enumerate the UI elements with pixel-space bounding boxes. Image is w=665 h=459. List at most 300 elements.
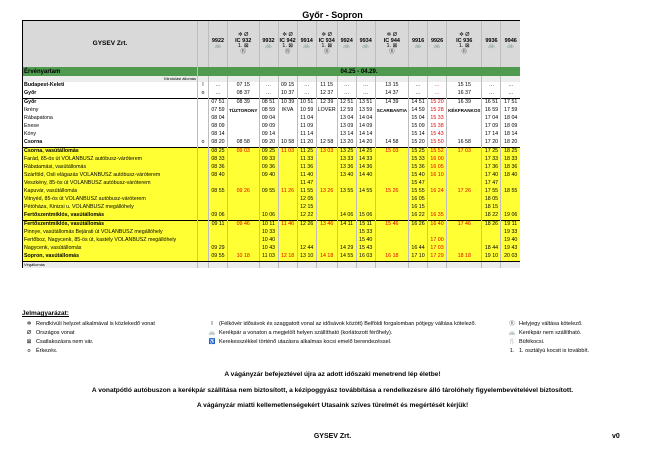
time-cell [375,123,408,131]
time-cell: … [428,90,447,99]
table-row [23,90,520,99]
footer-company: GYSEV Zrt. [313,433,352,440]
time-cell: 17 47 [482,180,501,188]
time-cell: 09 55 [259,188,278,196]
time-cell: … [501,90,520,99]
time-cell [297,237,316,245]
table-row [23,180,520,188]
departure-note: Kiindulási állomás [23,76,198,82]
notice-3: A vágányzár miatti kellemetlenségekért Utasaink szíves türelmét és megértését kérjük! [196,402,469,409]
empty-cell [228,262,260,269]
time-cell [228,164,260,172]
legend-item [22,320,202,329]
train-header: 9924 🚲 [337,21,356,68]
time-cell: 18 22 [482,212,501,221]
station-mark [198,156,209,164]
time-cell [501,204,520,212]
station-mark: l [198,82,209,90]
notice-2: A vonatpótló autóbuszon a kerékpár szállítása nem biztosított, a kézipoggyász továbbítása a rendelkezésre álló tárolóhely figyelembevételével biztosított. [91,387,574,394]
time-cell: … [259,82,278,90]
time-cell [447,180,482,188]
time-cell: 09 55 [209,253,228,262]
time-cell: 07 51 [209,99,228,108]
time-cell: 13 03 [316,148,337,157]
time-cell: … [209,90,228,99]
time-cell: 13 20 [337,139,356,148]
time-cell: 18 44 [482,245,501,253]
legend-item [505,320,655,329]
station-name: Veszkény, 85-ös út VOLÁNBUSZ autóbusz-váróterem [23,180,198,188]
time-cell: 09 20 [259,139,278,148]
train-name: TÜZTORONY [228,107,260,115]
empty-cell [356,262,375,269]
time-cell [316,156,337,164]
time-cell: 09 15 [278,82,297,90]
time-cell: 18 25 [501,148,520,157]
time-cell: 15 43 [356,245,375,253]
time-cell: 15 36 [409,164,428,172]
time-cell [447,245,482,253]
time-cell: 08 14 [209,131,228,139]
legend-middle [205,320,495,347]
time-cell: 16 39 [447,99,482,108]
time-cell [278,172,297,180]
empty-cell [501,262,520,269]
time-cell [428,180,447,188]
time-cell: … [428,82,447,90]
time-cell: 11 33 [297,156,316,164]
table-row [23,237,520,245]
time-cell: … [356,82,375,90]
time-cell [316,196,337,204]
time-cell: 13 51 [356,99,375,108]
time-cell: 17 36 [482,164,501,172]
table-row [23,123,520,131]
time-cell: 17 14 [482,131,501,139]
time-cell: 07 59 [209,107,228,115]
time-cell: 17 26 [447,188,482,196]
empty-cell [198,262,209,269]
time-cell [228,172,260,180]
time-cell [278,156,297,164]
table-row [23,156,520,164]
time-cell: 16 22 [409,212,428,221]
time-cell: 09 14 [259,131,278,139]
time-cell [447,204,482,212]
time-cell: 13 09 [337,123,356,131]
time-cell [447,131,482,139]
station-mark [198,245,209,253]
time-cell: … [482,82,501,90]
time-cell: … [356,90,375,99]
time-cell [447,172,482,180]
time-cell [375,237,408,245]
train-header: 9916 🚲 [409,21,428,68]
time-cell: 16 05 [428,164,447,172]
validity-label: Érvényartam [23,67,198,76]
time-cell: … [297,90,316,99]
time-cell: 16 18 [375,253,408,262]
legend-left [22,320,202,356]
legend-text: Kerékpár nem szállítható. [519,330,582,336]
time-cell: 18 33 [501,156,520,164]
time-cell: 16 37 [447,90,482,99]
legend-item [22,329,202,338]
time-cell: 15 28 [428,107,447,115]
station-mark [198,221,209,230]
station-mark [198,99,209,108]
time-cell: 18 14 [501,131,520,139]
legend-icon: Ⓡ [509,321,515,327]
time-cell: 09 25 [259,148,278,157]
time-cell: 12 26 [297,221,316,230]
time-cell: 10 06 [259,212,278,221]
station-name: Rábapatona [23,115,198,123]
time-cell: 14 20 [356,139,375,148]
train-header: 9936 🚲 [482,21,501,68]
station-name: Fertőszentmiklós, vasútállomás [23,212,198,221]
time-cell: 15 09 [409,123,428,131]
station-name: Pétöháza, Kinizsi u. VOLÁNBUSZ megállóhely [23,204,198,212]
time-cell: 11 36 [297,164,316,172]
time-cell [228,115,260,123]
table-row [23,245,520,253]
time-cell [356,196,375,204]
station-name: Nagycenk, vasútállomás [23,245,198,253]
time-cell: 11 15 [316,82,337,90]
time-cell [209,204,228,212]
time-cell [278,196,297,204]
table-row [23,82,520,90]
time-cell [356,180,375,188]
table-row [23,107,520,115]
time-cell: 08 33 [209,156,228,164]
train-header: 9922 🚲 [209,21,228,68]
legend-icon: 🚲 [208,330,216,336]
time-cell [447,237,482,245]
table-row [23,212,520,221]
legend-text: Országos vonat [36,330,75,336]
time-cell: 09 04 [259,115,278,123]
header-arrow-cell [198,21,209,68]
time-cell: 12 59 [337,107,356,115]
time-cell: 18 18 [447,253,482,262]
time-cell [482,237,501,245]
time-cell: 15 50 [428,139,447,148]
time-cell: 11 03 [278,148,297,157]
station-mark [198,212,209,221]
table-row [23,99,520,108]
train-header: ✲ Ø IC 942 1. ⊠ Ⓡ [278,21,297,68]
time-cell: 12 05 [297,196,316,204]
station-mark [198,131,209,139]
legend-text: 1. osztályú kocsit is továbbít. [519,348,590,354]
time-cell [337,180,356,188]
time-cell: 13 59 [356,107,375,115]
time-cell: 18 40 [501,172,520,180]
time-cell: 11 09 [297,123,316,131]
time-cell: 17 10 [409,253,428,262]
time-cell: 17 00 [428,237,447,245]
time-cell: 09 36 [259,164,278,172]
time-cell [375,156,408,164]
time-cell [501,196,520,204]
time-cell: 17 09 [482,123,501,131]
legend-text: (Félkövér idősávok és szaggatott vonal az idősávok között) Belföldi forgalomban pótjegy váltása kötelező. [219,321,477,327]
time-cell [447,156,482,164]
time-cell: 11 04 [297,115,316,123]
empty-cell [482,262,501,269]
legend-text: Kerékpár a vonaton a megjelölt helyen szállítható (korlátozott férőhely). [219,330,393,336]
time-cell: 18 20 [501,139,520,148]
time-cell [209,237,228,245]
time-cell: 09 26 [228,188,260,196]
time-cell: 09 11 [209,221,228,230]
time-cell [278,115,297,123]
time-cell: 17 29 [428,253,447,262]
time-cell: 08 20 [209,139,228,148]
station-name: Rábatamási, vasútállomás [23,164,198,172]
time-cell: 09 06 [209,212,228,221]
time-cell: 15 33 [409,156,428,164]
time-cell: 11 40 [297,172,316,180]
time-cell: 19 11 [501,221,520,230]
time-cell: 12 58 [316,139,337,148]
train-header: 9932 🚲 [259,21,278,68]
time-cell: 15 15 [447,82,482,90]
station-name: Győr [23,90,198,99]
time-cell [316,212,337,221]
time-cell [278,237,297,245]
station-name: Kóny [23,131,198,139]
legend-item [205,320,495,329]
time-cell: 14 11 [337,221,356,230]
empty-cell [428,262,447,269]
time-cell [337,237,356,245]
time-cell [259,204,278,212]
time-cell: 14 25 [356,148,375,157]
time-cell: 11 03 [259,253,278,262]
time-cell: 08 51 [259,99,278,108]
time-cell: 14 39 [375,99,408,108]
train-header: 9914 🚲 [297,21,316,68]
time-cell [259,180,278,188]
empty-cell [209,262,228,269]
time-cell: 13 46 [316,221,337,230]
time-cell: 14 55 [356,188,375,196]
time-cell: 07 15 [228,82,260,90]
time-cell: 10 43 [259,245,278,253]
table-row [23,139,520,148]
time-cell: 13 04 [337,115,356,123]
table-row [23,196,520,204]
time-cell: 09 09 [259,123,278,131]
time-cell [375,229,408,237]
time-cell: 14 55 [337,253,356,262]
time-cell: 17 59 [501,107,520,115]
time-cell: 14 51 [409,99,428,108]
station-mark [198,148,209,157]
time-cell: 15 11 [356,221,375,230]
time-cell: 10 58 [278,139,297,148]
station-name: Fertőszentmiklós, vasútállomás [23,221,198,230]
time-cell: 08 59 [259,107,278,115]
time-cell: 15 04 [409,115,428,123]
time-cell: … [409,82,428,90]
time-cell [337,229,356,237]
time-cell: … [482,90,501,99]
time-cell: 11 46 [278,221,297,230]
time-cell [278,204,297,212]
station-mark [198,229,209,237]
time-cell: … [337,90,356,99]
time-cell [356,204,375,212]
time-cell [375,115,408,123]
station-mark [198,253,209,262]
arrival-note-row [23,262,520,269]
time-cell [337,204,356,212]
validity-range: 04.25 - 04.29. [198,67,520,76]
train-header: 9934 🚲 [356,21,375,68]
time-cell: 12 22 [297,212,316,221]
time-cell: 08 37 [228,90,260,99]
time-cell: 14 06 [337,212,356,221]
time-cell: 13 14 [337,131,356,139]
table-row [23,172,520,180]
time-cell: 13 25 [337,148,356,157]
empty-cell [278,262,297,269]
station-mark [198,164,209,172]
time-cell: 18 04 [501,115,520,123]
time-cell [228,131,260,139]
time-cell [447,196,482,204]
time-cell: … [209,82,228,90]
time-cell: 15 52 [428,148,447,157]
time-cell: 16 24 [428,188,447,196]
legend-icon: l [211,321,213,327]
time-cell: 14 18 [316,253,337,262]
empty-cell [337,262,356,269]
time-cell: 15 20 [428,99,447,108]
time-cell [375,164,408,172]
time-cell: 17 03 [447,148,482,157]
time-cell [278,131,297,139]
time-cell [316,123,337,131]
time-cell: 13 15 [375,82,408,90]
table-row [23,221,520,230]
time-cell: 16 26 [409,221,428,230]
time-cell: 12 51 [337,99,356,108]
time-cell: 17 33 [482,156,501,164]
train-header: 9946 🚲 [501,21,520,68]
time-cell [228,212,260,221]
time-cell [228,123,260,131]
time-cell: 18 36 [501,164,520,172]
time-cell: 08 55 [209,188,228,196]
time-cell [209,180,228,188]
time-cell: 11 55 [297,188,316,196]
time-cell: 10 18 [228,253,260,262]
company-cell: GYSEV Zrt. [23,21,198,68]
station-name: Győr [23,99,198,108]
arrival-note: Végállomás [23,262,198,269]
station-name: Ikrény [23,107,198,115]
train-header: ✲ Ø IC 932 1. ⊠ Ⓡ [228,21,260,68]
time-cell: 15 33 [356,229,375,237]
table-row [23,164,520,172]
time-cell [278,180,297,188]
time-cell: 16 03 [356,253,375,262]
time-cell [228,237,260,245]
time-cell: 17 55 [482,188,501,196]
legend-icon: ⊠ [26,339,32,345]
time-cell [259,196,278,204]
time-cell: 15 43 [428,131,447,139]
time-cell [447,115,482,123]
time-cell: 18 26 [482,221,501,230]
table-row [23,229,520,237]
station-mark [198,188,209,196]
legend-title: Jelmagyarázat: [22,310,69,317]
time-cell [316,115,337,123]
time-cell [428,204,447,212]
station-mark [198,107,209,115]
time-cell: LÖVÉR [317,107,336,114]
time-cell: 09 46 [228,221,260,230]
time-cell: 15 20 [409,139,428,148]
time-cell: IKVA [278,107,297,115]
time-cell: 14 04 [356,115,375,123]
time-cell: 08 58 [228,139,260,148]
time-cell: 16 40 [428,221,447,230]
legend-text: Csatlakozásra nem vár. [36,339,94,345]
time-cell: 16 58 [447,139,482,148]
time-cell [316,229,337,237]
time-cell [501,180,520,188]
time-cell [375,180,408,188]
legend-icon: o [27,348,31,354]
station-mark [198,123,209,131]
time-cell: 15 06 [356,212,375,221]
legend-item [505,338,655,347]
time-cell [375,172,408,180]
time-cell: … [501,82,520,90]
empty-cell [259,262,278,269]
time-cell: … [297,82,316,90]
time-cell: 16 35 [428,212,447,221]
time-cell: 15 25 [409,148,428,157]
time-cell: 17 51 [501,99,520,108]
time-cell: 15 55 [409,188,428,196]
time-cell: 15 47 [409,180,428,188]
station-name: Pinnye, vasútállomás Bejárati út VOLÁNBUSZ megállóhely [23,229,198,237]
time-cell: 17 25 [482,148,501,157]
time-cell [316,131,337,139]
station-name: Kapuvár, vasútállomás [23,188,198,196]
station-mark [198,115,209,123]
time-cell [209,196,228,204]
station-name: Csorna [23,139,198,148]
time-cell [316,245,337,253]
station-name: Vitnyéd, 85-ös út VOLÁNBUSZ autóbusz-váróterem [23,196,198,204]
time-cell: 08 40 [209,172,228,180]
legend-text: Rendkívüli helyzet alkalmával is közlekedő vonat [36,321,155,327]
station-name: Budapest-Keleti [23,82,198,90]
station-mark [198,237,209,245]
legend-icon: ✲ [26,321,32,327]
legend-icon: 🍴 [508,339,516,345]
station-mark [198,180,209,188]
